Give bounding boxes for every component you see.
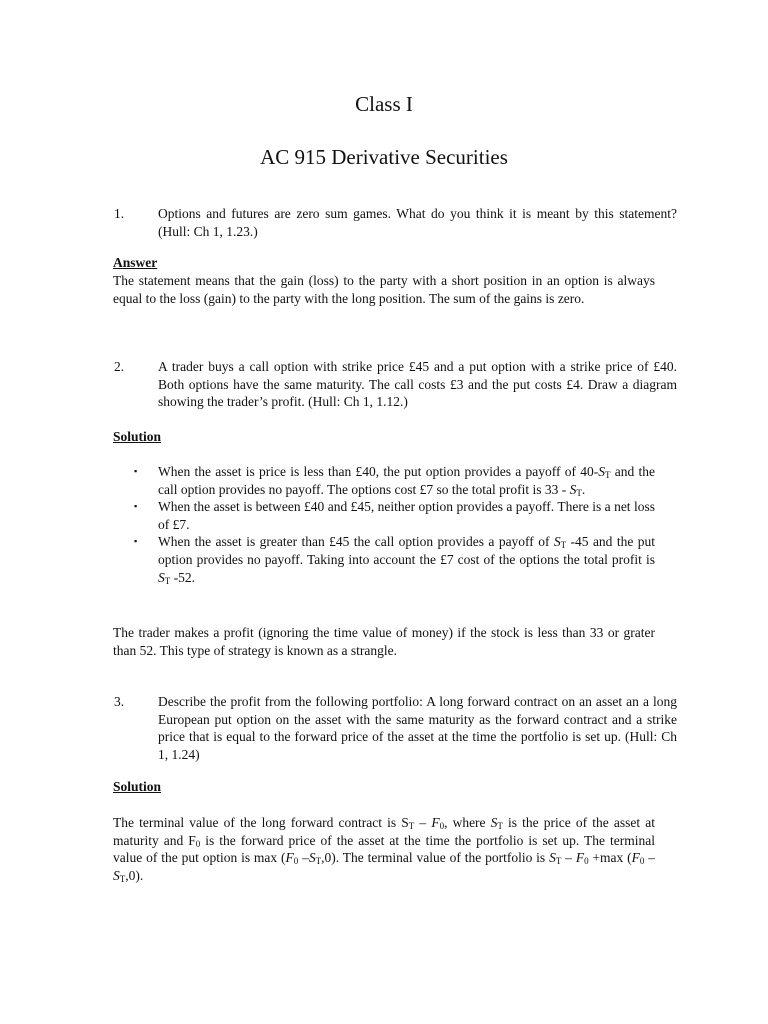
- list-item: ▪ When the asset is greater than £45 the call option provides a payoff of $S_T$ -45 and the put option provides no payoff. Taking into account the £7 cost of the options the total profit is $S_T$ -52.: [134, 534, 655, 586]
- bullet-icon: ▪: [134, 466, 138, 476]
- class-title: Class I: [355, 92, 413, 116]
- question-1-number: 1.: [114, 206, 125, 221]
- answer-text: The statement means that the gain (loss) to the party with a short position in an option is always equal to the loss (gain) to the party with the long position. The sum of the gains is zero.: [113, 273, 655, 306]
- bullet-icon: ▪: [134, 501, 138, 512]
- list-item: ▪ When the asset is between £40 and £45, neither option provides a payoff. There is a net loss of £7.: [134, 499, 655, 532]
- question-2-text: A trader buys a call option with strike price £45 and a put option with a strike price of £40. Both options have the same maturity. The call costs £3 and the put costs £4. Draw a diagram showing the trader’s profit. (Hull: Ch 1, 1.12.): [158, 359, 677, 410]
- question-1: [114, 205, 677, 240]
- question-3-text: Describe the profit from the following portfolio: A long forward contract on an asset an a long European put option on the asset with the same maturity as the forward contract and a strike price that is equal to the forward price of the asset at the time the portfolio is set up. (Hull: Ch 1, 1.24): [158, 694, 677, 762]
- solution-list: [134, 463, 655, 586]
- question-3-number: 3.: [114, 694, 125, 709]
- conclusion-text: The trader makes a profit (ignoring the time value of money) if the stock is less than 33 or grater than 52. This type of strategy is known as a strangle.: [113, 625, 655, 658]
- bullet-icon: ▪: [134, 536, 138, 547]
- solution-heading-2: Solution: [113, 429, 162, 444]
- course-title: AC 915 Derivative Securities: [260, 145, 508, 169]
- question-2-number: 2.: [114, 359, 125, 374]
- list-item: ▪ When the asset is price is less than £40, the put option provides a payoff of $40-S_T$ and the call option provides no payoff. The options cost £7 so the total profit is $33 - S_T$.: [134, 464, 655, 498]
- solution-heading-3: Solution: [113, 779, 162, 794]
- question-1-text: Options and futures are zero sum games. What do you think it is meant by this statement? (Hull: Ch 1, 1.23.): [158, 206, 677, 239]
- solution-3-text: The terminal value of the long forward contract is $S_T - F_0$, where $S_T$ is the price of the asset at maturity and $F_0$ is the forward price of the asset at the time the portfolio is set up. The terminal value of the put option is $\max (F_0$ $-S_T,0$). The terminal value of the portfolio is $S_T - F_0 +\max$ ($F_0$ $-S_T,0$).: [113, 815, 656, 884]
- question-3: [114, 693, 677, 763]
- answer-heading: Answer: [113, 255, 158, 270]
- question-2: [114, 358, 677, 411]
